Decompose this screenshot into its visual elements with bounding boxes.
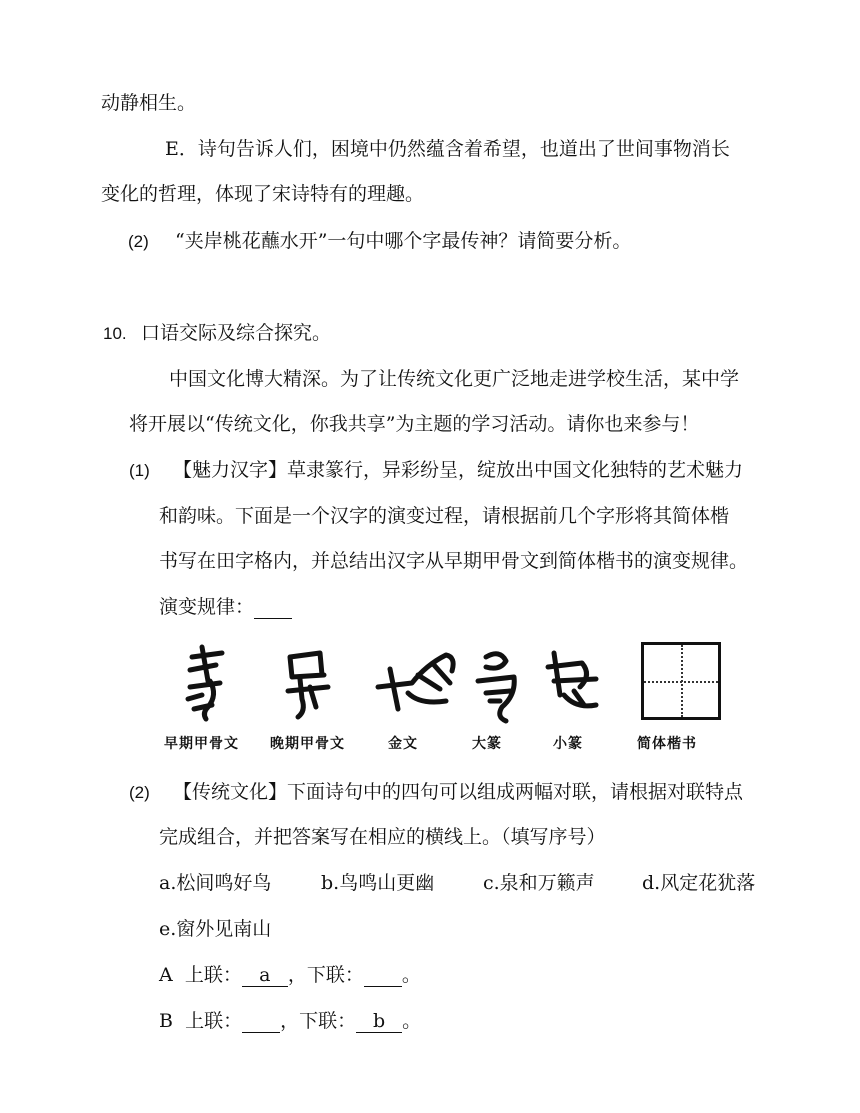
intro-text: 中国文化博大精深。为了让传统文化更广泛地走进学校生活，某中学 <box>169 368 740 390</box>
upper-couplet-blank[interactable]: a <box>242 964 288 987</box>
text-line: 动静相生。 <box>101 92 197 114</box>
small-seal-glyph <box>548 653 596 706</box>
subquestion-text <box>159 594 292 620</box>
answer-label: A <box>159 964 173 986</box>
subquestion-number: (1) <box>129 461 150 480</box>
option-a: a.松间鸣好鸟 <box>159 872 272 894</box>
period: 。 <box>402 1010 422 1032</box>
glyph-label: 简体楷书 <box>637 736 697 752</box>
subquestion-text: 书写在田字格内，并总结出汉字从早期甲骨文到简体楷书的演变规律。 <box>159 550 749 572</box>
option-c: c.泉和万籁声 <box>483 872 595 894</box>
question-number: (2) <box>128 232 149 251</box>
answer-label: B <box>159 1010 173 1032</box>
upper-couplet-label: 上联： <box>185 1010 243 1032</box>
glyph-label: 晚期甲骨文 <box>270 736 345 752</box>
period: 。 <box>401 964 421 986</box>
grid-vertical-line <box>681 645 683 717</box>
answer-label: 演变规律： <box>159 596 255 618</box>
text-line: 变化的哲理，体现了宋诗特有的理趣。 <box>101 183 425 205</box>
upper-couplet-label: 上联： <box>184 964 242 986</box>
subquestion-text: 完成组合，并把答案写在相应的横线上。（填写序号） <box>159 826 606 848</box>
upper-couplet-blank[interactable] <box>242 1010 280 1033</box>
oracle-bone-early-glyph <box>188 647 222 719</box>
option-d: d.风定花犹落 <box>642 872 756 894</box>
option-e-text: E．诗句告诉人们，困境中仍然蕴含着希望，也道出了世间事物消长 <box>165 138 730 160</box>
subquestion-number: (2) <box>129 783 150 802</box>
option-b: b.鸟鸣山更幽 <box>321 872 435 894</box>
question-title: 口语交际及综合探究。 <box>141 322 332 344</box>
glyph-label: 小篆 <box>553 736 583 752</box>
intro-text: 将开展以“传统文化，你我共享”为主题的学习活动。请你也来参与！ <box>129 413 700 435</box>
answer-line-b <box>159 1008 421 1034</box>
lower-couplet-blank[interactable]: b <box>356 1010 402 1033</box>
tianzige-writing-box[interactable] <box>641 642 721 720</box>
question-number: 10. <box>103 324 127 343</box>
lower-couplet-blank[interactable] <box>364 964 402 987</box>
glyph-label: 大篆 <box>472 736 502 752</box>
question-text: “夹岸桃花蘸水开”一句中哪个字最传神？请简要分析。 <box>175 230 632 252</box>
subquestion-text: 【魅力汉字】草隶篆行，异彩纷呈，绽放出中国文化独特的艺术魅力 <box>173 459 744 481</box>
bronze-glyph <box>378 655 453 709</box>
subquestion-text: 和韵味。下面是一个汉字的演变过程，请根据前几个字形将其简体楷 <box>159 505 730 527</box>
subquestion-text: 【传统文化】下面诗句中的四句可以组成两幅对联，请根据对联特点 <box>173 781 744 803</box>
answer-blank[interactable] <box>254 596 292 619</box>
great-seal-glyph <box>478 654 514 721</box>
oracle-bone-late-glyph <box>288 653 328 717</box>
lower-couplet-label: ，下联： <box>287 964 364 986</box>
answer-line-a <box>159 962 421 988</box>
glyph-label: 金文 <box>388 736 418 752</box>
lower-couplet-label: ，下联： <box>280 1010 357 1032</box>
glyph-label: 早期甲骨文 <box>164 736 239 752</box>
option-e: e.窗外见南山 <box>159 918 272 940</box>
